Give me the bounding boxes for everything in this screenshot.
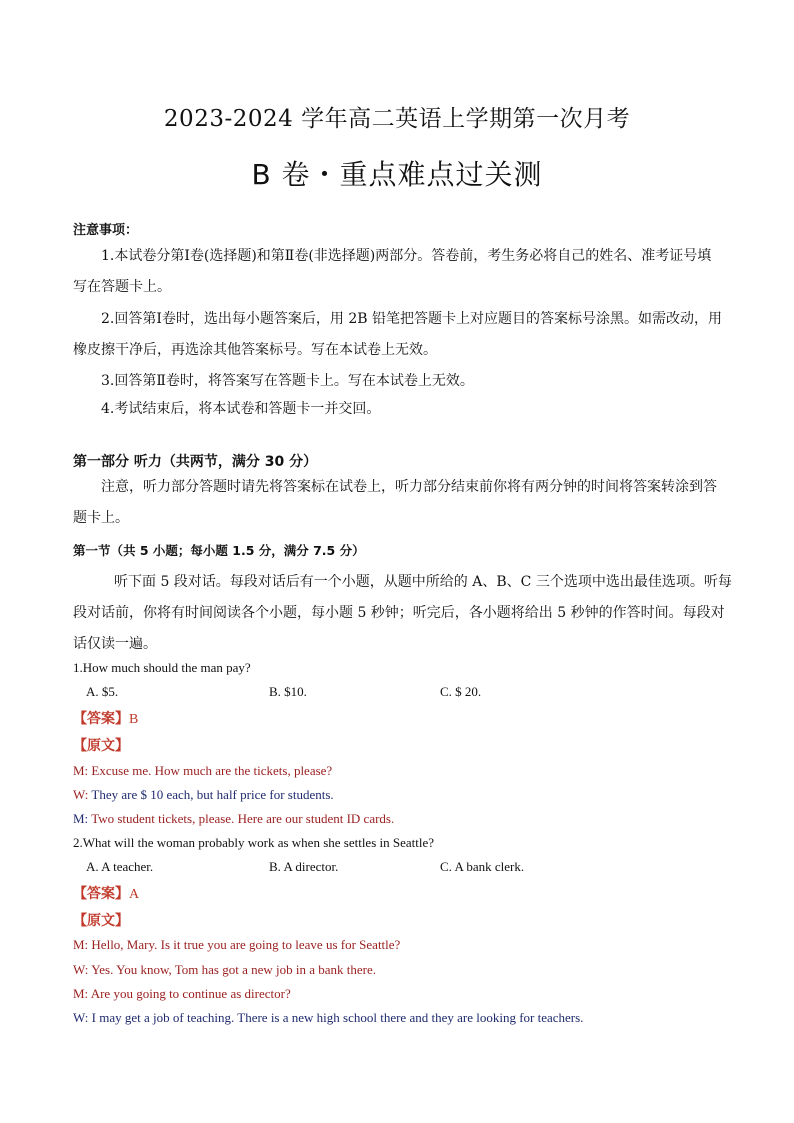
notice-item-2-line2: 橡皮擦干净后，再选涂其他答案标号。写在本试卷上无效。: [73, 342, 437, 358]
transcript-line: [73, 763, 332, 779]
notice-item-2-line1: 2.回答第Ⅰ卷时，选出每小题答案后，用 2B 铅笔把答题卡上对应题目的答案标号涂黑。如需改动，用: [101, 311, 722, 327]
question-2-option-c: C. A bank clerk.: [440, 859, 525, 874]
speaker-label: W:: [73, 962, 89, 977]
question-1-option-b: B. $10.: [269, 684, 307, 699]
dialogue-text: I may get a job of teaching. There is a new high school there and they are looking for teachers.: [91, 1010, 584, 1025]
speaker-label: W:: [73, 1010, 89, 1025]
transcript-line: [73, 1010, 583, 1026]
answer-value: A: [129, 887, 140, 902]
answer-label: 【答案】: [73, 711, 129, 727]
dialogue-text: They are $ 10 each, but half price for students.: [91, 787, 334, 802]
section1-instructions-line1: 听下面 5 段对话。每段对话后有一个小题，从题中所给的 A、B、C 三个选项中选出最佳选项。听每: [114, 574, 732, 590]
speaker-label: M:: [73, 763, 89, 778]
speaker-label: M:: [73, 811, 89, 826]
page-subtitle: B 卷・重点难点过关测: [251, 158, 543, 191]
dialogue-text: Are you going to continue as director?: [90, 986, 291, 1001]
notice-item-1-line2: 写在答题卡上。: [73, 279, 171, 295]
dialogue-text: Excuse me. How much are the tickets, please?: [91, 763, 333, 778]
section1-instructions-line2: 段对话前，你将有时间阅读各个小题，每小题 5 秒钟；听完后，各小题将给出 5 秒钟的作答时间。每段对: [73, 605, 725, 621]
question-1-stem: 1.How much should the man pay?: [73, 660, 251, 675]
notice-item-4: 4.考试结束后，将本试卷和答题卡一并交回。: [101, 401, 381, 417]
dialogue-text: Two student tickets, please. Here are our student ID cards.: [91, 811, 395, 826]
section1-heading: 第一节（共 5 小题；每小题 1.5 分，满分 7.5 分）: [73, 543, 365, 558]
question-2-transcript-label: 【原文】: [73, 913, 129, 929]
notice-item-3: 3.回答第Ⅱ卷时，将答案写在答题卡上。写在本试卷上无效。: [101, 373, 474, 389]
transcript-line: [73, 787, 334, 803]
part1-note-line1: 注意，听力部分答题时请先将答案标在试卷上，听力部分结束前你将有两分钟的时间将答案转涂到答: [101, 479, 717, 495]
question-2-option-b: B. A director.: [269, 859, 339, 874]
part1-note-line2: 题卡上。: [73, 510, 129, 526]
dialogue-text: Hello, Mary. Is it true you are going to leave us for Seattle?: [91, 937, 401, 952]
question-1-transcript-label: 【原文】: [73, 738, 129, 754]
transcript-line: [73, 937, 400, 953]
notice-heading: 注意事项：: [73, 223, 139, 238]
question-1-option-a: A. $5.: [86, 684, 119, 699]
transcript-line: [73, 811, 394, 827]
page-title: 2023-2024 学年高二英语上学期第一次月考: [163, 106, 631, 132]
speaker-label: M:: [73, 986, 89, 1001]
section1-instructions-line3: 话仅读一遍。: [73, 636, 157, 652]
question-2-answer: [73, 883, 139, 903]
part1-heading: 第一部分 听力（共两节，满分 30 分）: [73, 454, 318, 470]
speaker-label: W:: [73, 787, 89, 802]
notice-item-1-line1: 1.本试卷分第Ⅰ卷(选择题)和第Ⅱ卷(非选择题)两部分。答卷前，考生务必将自己的姓名、准考证号填: [101, 248, 712, 264]
answer-value: B: [129, 712, 139, 727]
question-1-answer: [73, 708, 138, 728]
question-1-option-c: C. $ 20.: [440, 684, 482, 699]
transcript-line: [73, 962, 376, 978]
question-2-stem: 2.What will the woman probably work as when she settles in Seattle?: [73, 835, 435, 850]
transcript-line: [73, 986, 291, 1002]
dialogue-text: Yes. You know, Tom has got a new job in a bank there.: [91, 962, 377, 977]
question-2-option-a: A. A teacher.: [86, 859, 154, 874]
answer-label: 【答案】: [73, 886, 129, 902]
speaker-label: M:: [73, 937, 89, 952]
